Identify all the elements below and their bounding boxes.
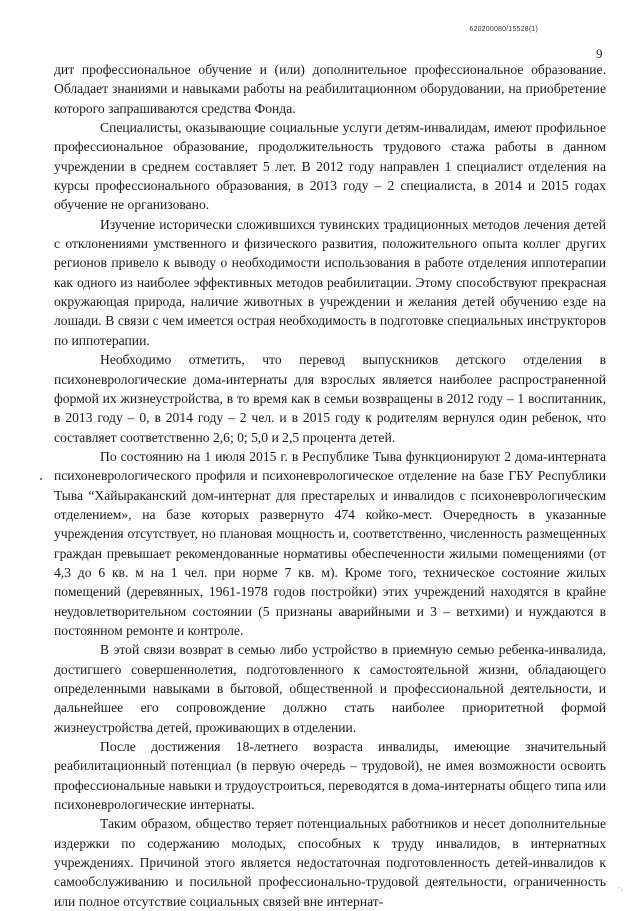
document-code: 620200080/15528(1) bbox=[469, 26, 538, 33]
paragraph-2: Специалисты, оказывающие социальные услуги детям-инвалидам, имеют профильное профессиональное образование, продолжительность трудового стажа работы в данном учреждении в среднем составляет 5 лет. В 2012 году направлен 1 специалист отделения на курсы профессионального образования, в 2013 году – 2 специалиста, в 2014 и 2015 годах обучение не организовано. bbox=[54, 120, 606, 213]
paragraph-4: Необходимо отметить, что перевод выпускников детского отделения в психоневрологические дома-интернаты для взрослых является наиболее распространенной формой их жизнеустройства, в то время как в семьи возвращены в 2012 году – 1 воспитанник, в 2013 году – 0, в 2014 году – 2 чел. и в 2015 году к родителям вернулся один ребенок, что составляет соответственно 2,6; 0; 5,0 и 2,5 процента детей. bbox=[54, 352, 606, 445]
paragraph-3: Изучение исторически сложившихся тувинских традиционных методов лечения детей с отклонениями умственного и физического развития, положительного опыта коллег других регионов привело к выводу о необходимости использования в работе отделения иппотерапии как одного из наиболее эффективных методов реабилитации. Этому способствуют прекрасная окружающая природа, наличие животных в учреждении и желания детей обучению езде на лошади. В связи с чем имеется острая необходимость в подготовке специальных инструкторов по иппотерапии. bbox=[54, 216, 606, 348]
page-number: 9 bbox=[596, 46, 603, 61]
paragraph-8: Таким образом, общество теряет потенциальных работников и несет дополнительные издержки по содержанию молодых, способных к труду инвалидов, в интернатных учреждениях. Причиной этого является недостаточная подготовленность детей-инвалидов к самообслуживанию и посильной профессионально-трудовой деятельности, ограниченность или полное отсутствие социальных связей вне интернат- bbox=[54, 816, 606, 909]
paragraph-6: В этой связи возврат в семью либо устройство в приемную семью ребенка-инвалида, достигшего совершеннолетия, подготовленного к самостоятельной жизни, обладающего определенными навыками в бытовой, общественной и профессиональной деятельности, и дальнейшее его сопровождение должно стать наиболее приоритетной формой жизнеустройства детей, проживающих в отделении. bbox=[54, 642, 606, 735]
scan-speck bbox=[40, 478, 42, 480]
document-body bbox=[54, 60, 606, 911]
paragraph-1: дит профессиональное обучение и (или) дополнительное профессиональное образование. Обладает знаниями и навыками работы на реабилитационном оборудовании, на приобретение которого запрашиваются средства Фонда. bbox=[54, 62, 606, 116]
scan-corner-mark: ·, bbox=[618, 884, 623, 892]
paragraph-5: По состоянию на 1 июля 2015 г. в Республике Тыва функционируют 2 дома-интерната психоневрологического профиля и психоневрологическое отделение на базе ГБУ Республики Тыва “Хайыраканский дом-интернат для престарелых и инвалидов с психоневрологическим отделением», на базе которых развернуто 474 койко-мест. Очередность в указанные учреждения отсутствует, но плановая мощность и, соответственно, численность размещенных граждан превышает рекомендованные нормативы обеспеченности жилыми помещениями (от 4,3 до 6 кв. м на 1 чел. при норме 7 кв. м). Кроме того, техническое состояние жилых помещений (деревянных, 1961-1978 годов постройки) этих учреждений находятся в крайне неудовлетворительном состоянии (5 признаны аварийными и 3 – ветхими) и нуждаются в постоянном ремонте и контроле. bbox=[54, 448, 606, 638]
paragraph-7: После достижения 18-летнего возраста инвалиды, имеющие значительный реабилитационный потенциал (в первую очередь – трудовой), не имея возможности освоить профессиональные навыки и трудоустроиться, переводятся в дома-интернаты общего типа или психоневрологические интернаты. bbox=[54, 739, 606, 813]
